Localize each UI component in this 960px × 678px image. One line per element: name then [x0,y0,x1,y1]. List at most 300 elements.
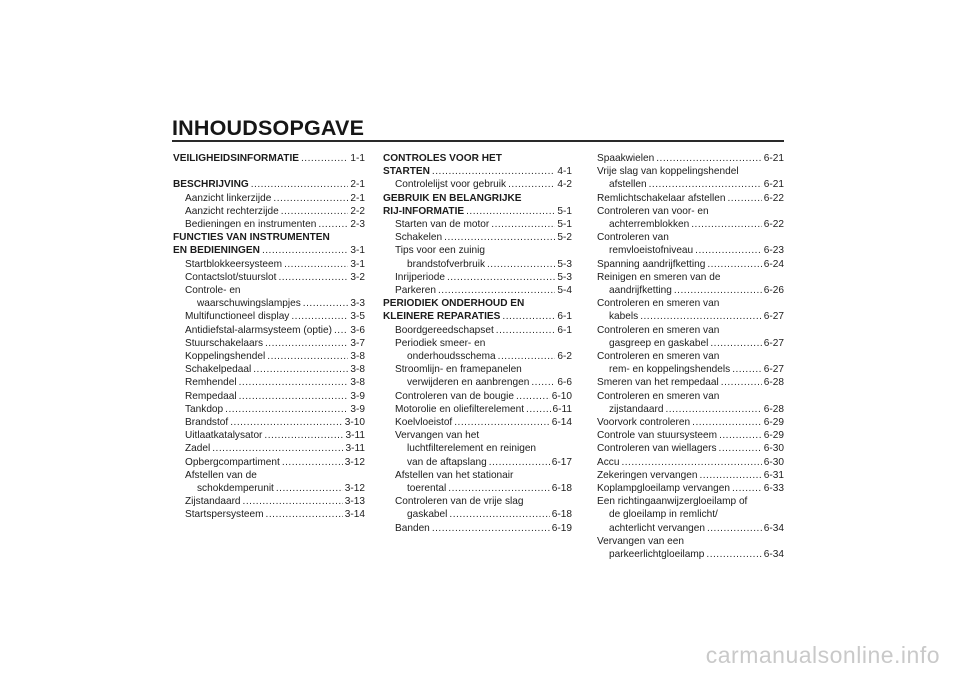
dot-leader [318,218,348,231]
toc-entry [173,258,365,271]
toc-entry-title: Controleren en smeren van [597,351,720,363]
toc-entry-title: luchtfilterelement en reinigen [407,443,537,455]
dot-leader [265,337,348,350]
toc-entry-page: 3-10 [344,417,365,429]
toc-entry-page: 2-3 [350,219,365,230]
toc-entry-title: STARTEN [383,166,430,178]
dot-leader [239,390,349,403]
dot-leader [243,495,343,508]
toc-column-2 [383,152,572,535]
toc-entry-page: 6-21 [763,179,784,191]
toc-entry [173,495,365,508]
toc-entry-page: 6-1 [557,311,572,323]
toc-entry-title: parkeerlichtgloeilamp [609,549,705,561]
toc-entry [383,231,572,244]
toc-entry [383,337,572,350]
dot-leader [508,178,555,191]
dot-leader [732,482,762,495]
toc-entry [173,442,365,455]
toc-entry-title: BESCHRIJVING [173,179,249,191]
dot-leader [466,205,555,218]
toc-entry [383,363,572,376]
toc-entry-title: Controleren van voor- en [597,205,709,217]
dot-leader [266,508,343,521]
toc-entry-page: 5-4 [557,285,572,297]
toc-entry-page: 3-9 [350,390,365,402]
toc-entry-page: 3-5 [350,311,365,323]
toc-entry-title: Periodiek smeer- en [395,337,486,349]
toc-entry-page: 6-19 [551,522,572,534]
toc-entry-title: Antidiefstal-alarmsysteem (optie) [185,324,332,336]
toc-entry-title: Koplampgloeilamp vervangen [597,483,730,495]
toc-entry-page: 6-2 [557,351,572,363]
toc-entry [173,376,365,389]
toc-entry-title: de gloeilamp in remlicht/ [609,509,718,521]
toc-entry-title: aandrijfketting [609,285,672,297]
dot-leader [719,429,762,442]
toc-entry-page: 2-1 [350,179,365,191]
toc-entry [173,508,365,521]
toc-entry-page: 6-30 [763,456,784,468]
toc-column-1 [173,152,365,522]
toc-entry-title: kabels [609,311,639,323]
toc-entry-page: 6-17 [551,456,572,468]
toc-entry [173,416,365,429]
dot-leader [449,508,549,521]
toc-entry-page: 3-8 [350,377,365,389]
toc-entry [173,284,365,297]
toc-entry [597,231,784,244]
toc-entry [597,218,784,231]
toc-entry [383,205,572,218]
toc-entry-title: remvloeistofniveau [609,245,694,257]
toc-entry-title: Schakelen [395,232,443,244]
toc-entry-page: 6-1 [557,324,572,336]
toc-entry [173,178,365,191]
toc-entry [383,522,572,535]
toc-entry-page: 3-11 [345,443,365,455]
toc-entry [597,271,784,284]
toc-entry [597,456,784,469]
toc-entry [597,416,784,429]
dot-leader [284,258,348,271]
dot-leader [665,403,761,416]
toc-entry [383,165,572,178]
toc-entry-title: verwijderen en aanbrengen [407,377,530,389]
dot-leader [438,284,555,297]
toc-entry [597,363,784,376]
toc-entry-page: 5-3 [557,271,572,283]
dot-leader [432,165,555,178]
dot-leader [491,218,555,231]
toc-entry-title: Koppelingshendel [185,351,266,363]
dot-leader [301,152,348,165]
toc-entry-title: Motorolie en oliefilterelement [395,403,525,415]
toc-entry-title: Zekeringen vervangen [597,469,698,481]
toc-entry-title: CONTROLES VOOR HET [383,153,502,164]
toc-entry-title: Controlelijst voor gebruik [395,179,507,191]
toc-entry-title: Uitlaatkatalysator [185,430,263,442]
toc-entry-title: Controleren van de bougie [395,390,514,402]
toc-entry-page: 6-11 [552,403,572,415]
toc-entry [597,535,784,548]
toc-entry [383,218,572,231]
toc-entry-page: 6-27 [763,311,784,323]
toc-entry-title: FUNCTIES VAN INSTRUMENTEN [173,232,330,244]
toc-entry [597,324,784,337]
dot-leader [502,310,555,323]
toc-entry [597,495,784,508]
toc-entry [597,205,784,218]
toc-entry-title: Stuurschakelaars [185,337,263,349]
toc-entry [597,165,784,178]
toc-entry [173,390,365,403]
toc-entry [597,429,784,442]
toc-entry-title: Tankdop [185,403,224,415]
toc-entry-page: 6-28 [763,377,784,389]
dot-leader [212,442,343,455]
toc-entry [173,271,365,284]
toc-entry [383,429,572,442]
toc-entry [383,376,572,389]
toc-entry [173,310,365,323]
toc-entry-title: Controleren en smeren van [597,298,720,310]
toc-entry-page: 3-8 [350,364,365,376]
watermark: carmanualsonline.info [705,642,940,668]
toc-entry [597,390,784,403]
toc-entry-page: 6-28 [763,403,784,415]
toc-entry [597,376,784,389]
dot-leader [264,429,343,442]
dot-leader [699,469,761,482]
toc-entry-title: Contactslot/stuurslot [185,271,277,283]
toc-entry [173,403,365,416]
toc-entry-page: 6-26 [763,285,784,297]
toc-entry-title: Inrijperiode [395,271,445,283]
toc-entry-page: 5-3 [557,258,572,270]
toc-entry-title: Spanning aandrijfketting [597,258,706,270]
toc-entry-title: schokdemperunit [197,483,274,495]
toc-entry-page: 6-18 [551,509,572,521]
toc-entry-page: 6-18 [551,483,572,495]
dot-leader [239,376,349,389]
toc-entry-title: Spaakwielen [597,153,655,164]
toc-entry-page: 3-2 [350,271,365,283]
title-underline [172,140,784,142]
dot-leader [303,297,349,310]
toc-entry [383,350,572,363]
toc-entry-title: Controle van stuursysteem [597,430,718,442]
dot-leader [267,350,348,363]
toc-entry-title: Aanzicht rechterzijde [185,205,279,217]
dot-leader [692,416,762,429]
toc-entry-page: 3-8 [350,351,365,363]
toc-entry-page: 3-12 [344,456,365,468]
toc-entry [597,403,784,416]
toc-entry-title: Aanzicht linkerzijde [185,192,272,204]
toc-entry [173,429,365,442]
toc-entry-title: Rempedaal [185,390,237,402]
toc-entry [173,218,365,231]
toc-entry-title: RIJ-INFORMATIE [383,205,465,217]
toc-entry [173,297,365,310]
toc-entry-page: 1-1 [350,153,365,164]
toc-entry [383,178,572,191]
toc-entry [173,363,365,376]
toc-entry-title: Tips voor een zuinig [395,245,485,257]
dot-leader [278,271,348,284]
dot-leader [291,310,348,323]
toc-entry [173,244,365,257]
toc-entry [597,522,784,535]
toc-entry [597,508,784,521]
dot-leader [640,310,762,323]
dot-leader [251,178,349,191]
toc-entry-page: 6-22 [763,192,784,204]
toc-entry-page: 6-34 [763,522,784,534]
toc-entry-title: rem- en koppelingshendels [609,364,731,376]
toc-entry-page: 2-2 [350,205,365,217]
dot-leader [253,363,348,376]
toc-entry-title: Zadel [185,443,211,455]
toc-entry-title: gaskabel [407,509,448,521]
dot-leader [706,548,761,561]
dot-leader [707,258,761,271]
toc-entry [597,178,784,191]
toc-entry [597,548,784,561]
toc-entry-page: 6-33 [763,483,784,495]
toc-entry [173,152,365,165]
toc-entry-page: 6-10 [551,390,572,402]
toc-entry [597,244,784,257]
toc-entry-page: 3-7 [350,337,365,349]
toc-entry-title: Remlichtschakelaar afstellen [597,192,726,204]
toc-entry [597,192,784,205]
dot-leader [281,205,349,218]
toc-entry [383,482,572,495]
toc-entry-title: toerental [407,483,447,495]
toc-entry-page: 6-22 [763,219,784,231]
toc-entry [383,152,572,165]
toc-entry-title: PERIODIEK ONDERHOUD EN [383,298,525,310]
toc-entry-page: 6-23 [763,245,784,257]
toc-entry-title: Koelvloeistof [395,417,453,429]
toc-entry-title: Vervangen van het [395,430,480,442]
toc-entry-page: 3-13 [344,496,365,508]
toc-entry-page: 6-14 [551,417,572,429]
dot-leader [282,456,343,469]
toc-entry-title: Voorvork controleren [597,417,691,429]
toc-entry-title: Banden [395,522,430,534]
toc-entry-page: 3-12 [344,483,365,495]
toc-entry-title: Brandstof [185,417,229,429]
toc-entry-page: 6-31 [763,469,784,481]
toc-entry-title: Boordgereedschapset [395,324,494,336]
toc-entry [597,310,784,323]
toc-entry [383,442,572,455]
toc-entry-page: 3-9 [350,403,365,415]
dot-leader [656,152,762,165]
toc-entry-title: Controleren van wiellagers [597,443,717,455]
toc-entry-title: VEILIGHEIDSINFORMATIE [173,153,299,164]
toc-entry [597,297,784,310]
toc-entry-title: gasgreep en gaskabel [609,337,709,349]
toc-entry [383,258,572,271]
toc-entry-page: 5-1 [557,205,572,217]
dot-leader [276,482,343,495]
dot-leader [498,350,556,363]
toc-entry [383,508,572,521]
toc-entry-title: Multifunctioneel display [185,311,290,323]
toc-entry-page: 3-1 [350,245,365,257]
toc-entry-title: zijstandaard [609,403,664,415]
toc-entry-title: Parkeren [395,285,436,297]
dot-leader [719,442,762,455]
toc-entry-page: 6-27 [763,337,784,349]
toc-entry-page: 5-2 [557,232,572,244]
dot-leader [273,192,348,205]
toc-entry-title: Controleren en smeren van [597,390,720,402]
toc-entry [383,495,572,508]
toc-entry-page: 3-11 [345,430,365,442]
toc-entry-title: Een richtingaanwijzergloeilamp of [597,496,748,508]
toc-entry-title: Bedieningen en instrumenten [185,219,317,230]
toc-entry-page: 6-21 [763,153,784,164]
toc-entry-page: 3-3 [350,298,365,310]
toc-entry-title: Opbergcompartiment [185,456,280,468]
dot-leader [432,522,550,535]
toc-entry [383,192,572,205]
toc-entry [173,192,365,205]
toc-entry-title: Startspersysteem [185,509,264,521]
toc-entry-title: Starten van de motor [395,219,490,231]
dot-leader [674,284,762,297]
toc-entry-title: achterremblokken [609,219,690,231]
toc-entry-title: Smeren van het rempedaal [597,377,719,389]
dot-leader [710,337,761,350]
toc-entry-page: 6-29 [763,417,784,429]
toc-entry [597,442,784,455]
dot-leader [225,403,348,416]
toc-entry-title: KLEINERE REPARATIES [383,311,501,323]
toc-entry-page: 6-34 [763,549,784,561]
toc-entry-title: Vrije slag van koppelingshendel [597,166,739,178]
page-title: INHOUDSOPGAVE [172,116,365,140]
dot-leader [732,363,762,376]
toc-entry [383,310,572,323]
toc-entry [597,350,784,363]
dot-leader [448,482,550,495]
toc-entry-title: afstellen [609,179,647,191]
dot-leader [444,231,555,244]
toc-entry [383,390,572,403]
toc-entry-title: EN BEDIENINGEN [173,245,260,257]
toc-entry [597,284,784,297]
dot-leader [727,192,761,205]
dot-leader [454,416,550,429]
toc-entry [383,297,572,310]
toc-entry-title: Reinigen en smeren van de [597,271,721,283]
toc-entry [597,258,784,271]
toc-column-3 [597,152,784,561]
toc-entry-title: waarschuwingslampjes [197,298,301,310]
toc-entry [597,152,784,165]
toc-entry-page: 6-27 [763,364,784,376]
dot-leader [531,376,555,389]
toc-entry [173,469,365,482]
toc-entry-title: brandstofverbruik [407,258,485,270]
toc-entry [383,469,572,482]
toc-entry-title: van de aftapslang [407,456,487,468]
toc-entry [383,244,572,257]
toc-entry-page: 5-1 [557,219,572,231]
toc-entry [597,482,784,495]
dot-leader [691,218,762,231]
toc-entry [173,456,365,469]
toc-entry-title: Controle- en [185,285,241,297]
dot-leader [621,456,761,469]
toc-entry-page: 6-24 [763,258,784,270]
dot-leader [496,324,556,337]
toc-entry-page: 2-1 [350,192,365,204]
toc-entry [173,205,365,218]
dot-leader [489,456,550,469]
toc-entry-title: Zijstandaard [185,496,241,508]
toc-entry [383,324,572,337]
toc-entry-title: Schakelpedaal [185,364,252,376]
dot-leader [230,416,343,429]
toc-entry-title: Remhendel [185,377,237,389]
toc-entry-page: 4-2 [557,179,572,191]
toc-entry [173,337,365,350]
toc-entry-page: 3-1 [350,258,365,270]
toc-entry [383,456,572,469]
toc-entry-title: Afstellen van het stationair [395,469,514,481]
dot-leader [695,244,762,257]
dot-leader [721,376,762,389]
toc-entry-page: 6-29 [763,430,784,442]
toc-entry-title: onderhoudsschema [407,351,496,363]
toc-entry-title: Afstellen van de [185,469,257,481]
toc-entry-title: Controleren van [597,232,669,244]
toc-entry-title: Startblokkeersysteem [185,258,283,270]
toc-entry-title: Stroomlijn- en framepanelen [395,364,522,376]
dot-leader [516,390,550,403]
dot-leader [334,324,348,337]
toc-entry [383,416,572,429]
toc-entry [173,324,365,337]
toc-entry-title: GEBRUIK EN BELANGRIJKE [383,192,522,204]
dot-leader [262,244,348,257]
toc-entry [383,284,572,297]
toc-entry-title: Accu [597,456,620,468]
toc-entry-title: Controleren en smeren van [597,324,720,336]
dot-leader [447,271,555,284]
toc-entry [173,350,365,363]
toc-entry [173,482,365,495]
toc-entry [173,231,365,244]
toc-entry [383,271,572,284]
toc-entry-title: achterlicht vervangen [609,522,705,534]
toc-entry-page: 3-6 [350,324,365,336]
toc-entry-title: Controleren van de vrije slag [395,496,524,508]
toc-entry [597,469,784,482]
toc-entry [597,337,784,350]
dot-leader [707,522,762,535]
toc-entry-page: 6-6 [557,377,572,389]
toc-entry-page: 4-1 [557,166,572,178]
dot-leader [649,178,762,191]
